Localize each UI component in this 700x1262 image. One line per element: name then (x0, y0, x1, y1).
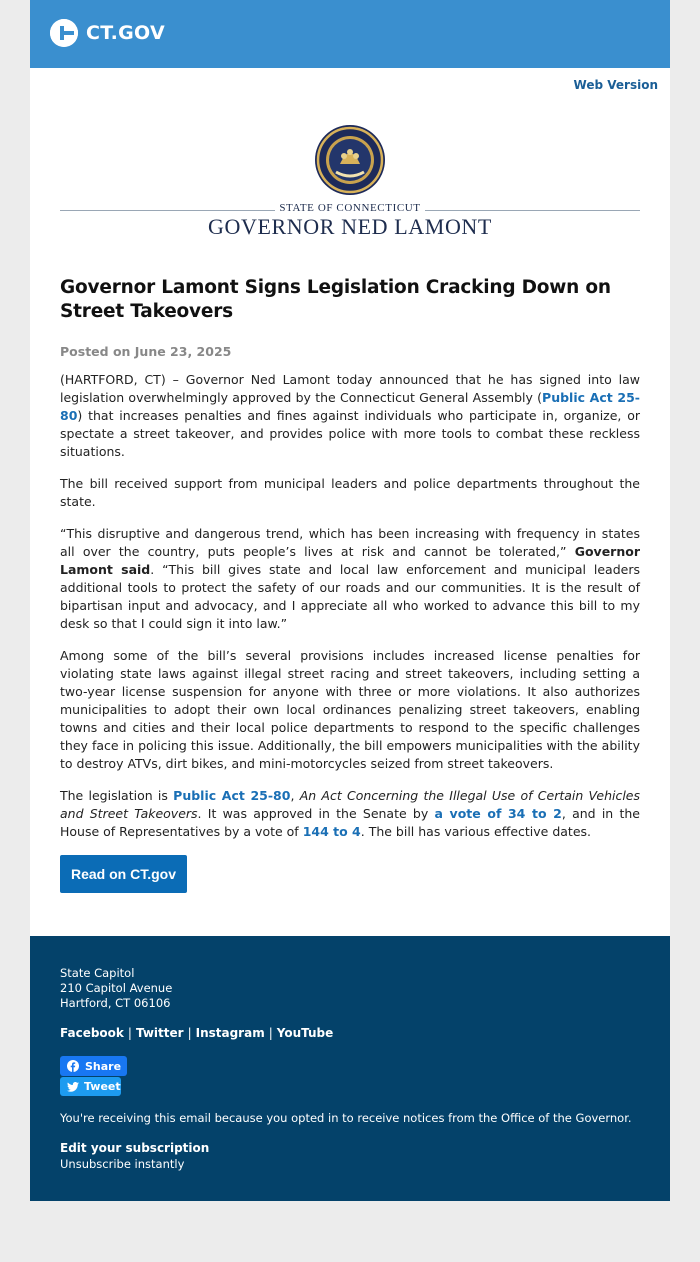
address-line: Hartford, CT 06106 (60, 996, 171, 1010)
paragraph-4: Among some of the bill’s several provisions includes increased license penalties for violating state laws against illegal street racing and street takeovers, including setting a two-year license suspension for anyone with three or more violations. It also authorizes municipalities to adopt their own local ordinances penalizing street takeovers, enabling towns and cities and their local police departments to respond to the specific challenges they face in policing this issue. Additionally, the bill empowers municipalities with the ability to destroy ATVs, dirt bikes, and mini-motorcycles seized from street takeovers. (60, 648, 640, 771)
ct-gov-logo[interactable] (50, 19, 165, 47)
act-title: An Act Concerning the Illegal Use of Certain Vehicles and Street Takeovers (60, 788, 641, 821)
twitter-icon (67, 1082, 79, 1092)
article-title: Governor Lamont Signs Legislation Cracking Down on Street Takeovers (60, 277, 611, 322)
facebook-link[interactable]: Facebook (60, 1026, 124, 1040)
house-vote-link[interactable]: 144 to 4 (302, 824, 361, 839)
email-body (30, 68, 670, 936)
tweet-label: Tweet (84, 1080, 121, 1093)
senate-vote-link[interactable]: a vote of 34 to 2 (434, 806, 562, 821)
p3-quote-end: . “This bill gives state and local law enforcement and municipal leaders additional tools to protect the safety of our roads and our communities. It is the result of bipartisan input and advocacy, and I appreciate all who worked to advance this bill to my desk so that I could sign it into law.” (60, 562, 640, 631)
p3-quote: “This disruptive and dangerous trend, which has been increasing with frequency in states all over the country, puts people’s lives at risk and cannot be tolerated,” (60, 526, 640, 559)
p1-text: (HARTFORD, CT) – Governor Ned Lamont today announced that he has signed into law legislation overwhelmingly approved by the Connecticut General Assembly ( (60, 372, 640, 405)
p5-text-d: , and in the House of Representatives by a vote of (60, 806, 640, 839)
tweet-button[interactable] (60, 1077, 121, 1096)
facebook-icon (67, 1060, 79, 1072)
ct-logo-icon (50, 19, 78, 47)
facebook-share-button[interactable] (60, 1056, 127, 1076)
social-links (60, 1026, 333, 1040)
email-container (30, 0, 670, 1201)
p5-text-c: . It was approved in the Senate by (197, 806, 435, 821)
instagram-link[interactable]: Instagram (195, 1026, 265, 1040)
p5-text-b: , (290, 788, 300, 803)
public-act-link-2[interactable]: Public Act 25-80 (173, 788, 291, 803)
state-of-connecticut: STATE OF CONNECTICUT (279, 202, 421, 214)
share-label: Share (85, 1059, 122, 1073)
paragraph-1 (60, 371, 640, 461)
separator: | (187, 1026, 192, 1040)
separator: | (268, 1026, 273, 1040)
web-version-link[interactable]: Web Version (573, 78, 658, 92)
footer (30, 936, 670, 1201)
read-on-ctgov-button[interactable]: Read on CT.gov (60, 855, 187, 893)
paragraph-5 (60, 787, 640, 841)
logo-text: CT.GOV (86, 22, 165, 44)
article (60, 276, 640, 841)
unsubscribe-link[interactable]: Unsubscribe instantly (60, 1157, 185, 1171)
p3-attribution: Governor Lamont said (60, 544, 640, 577)
twitter-link[interactable]: Twitter (135, 1026, 184, 1040)
governor-name: GOVERNOR NED LAMONT (208, 214, 492, 239)
paragraph-3 (60, 525, 640, 633)
address-line: State Capitol (60, 966, 135, 980)
p5-text-e: . The bill has various effective dates. (360, 824, 592, 839)
address-block (60, 966, 172, 1011)
p5-text: The legislation is (60, 788, 174, 803)
top-banner (30, 0, 670, 68)
subscription-notice: You're receiving this email because you opted in to receive notices from the Office of the Governor. (60, 1111, 632, 1125)
public-act-link[interactable]: Public Act 25-80 (60, 390, 640, 423)
governor-seal-icon (314, 124, 386, 196)
youtube-link[interactable]: YouTube (276, 1026, 334, 1040)
separator: | (127, 1026, 132, 1040)
edit-subscription-link[interactable]: Edit your subscription (60, 1141, 210, 1155)
paragraph-2: The bill received support from municipal leaders and police departments throughout the state. (60, 476, 640, 509)
address-line: 210 Capitol Avenue (60, 981, 173, 995)
p1-text-end: ) that increases penalties and fines against individuals who participate in, organize, or spectate a street takeover, and provides police with more tools to combat these reckless situations. (60, 408, 640, 459)
posted-date: Posted on June 23, 2025 (60, 344, 232, 359)
